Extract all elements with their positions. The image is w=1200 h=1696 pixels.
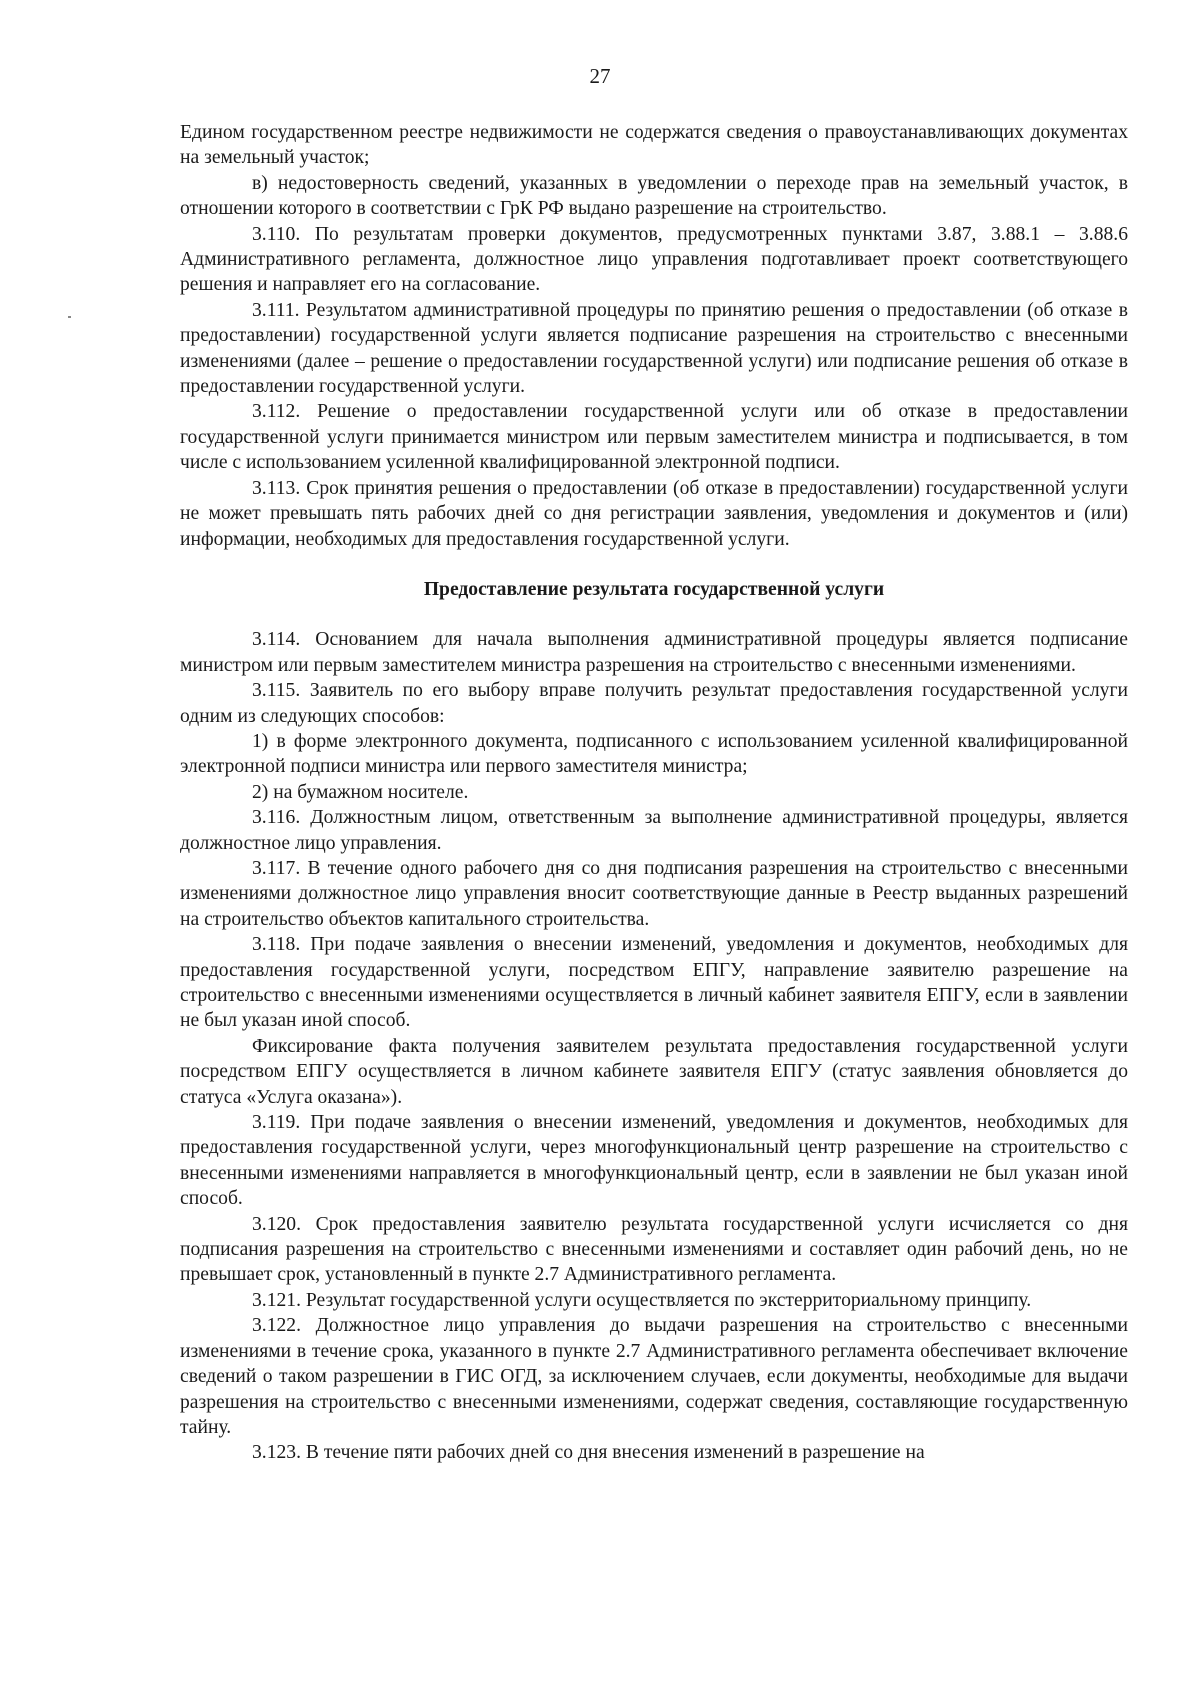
paragraph: 1) в форме электронного документа, подписанного с использованием усиленной квалифицированной электронной подписи министра или первого заместителя министра; (180, 730, 1128, 778)
paragraph: 3.113. Срок принятия решения о предоставлении (об отказе в предоставлении) государственной услуги не может превышать пять рабочих дней со дня регистрации заявления, уведомления и документов и (или) информации, необходимых для предоставления государственной услуги. (180, 477, 1128, 550)
paragraph: 3.116. Должностным лицом, ответственным за выполнение административной процедуры, является должностное лицо управления. (180, 807, 1128, 854)
paragraph: Едином государственном реестре недвижимости не содержатся сведения о правоустанавливающих документах на земельный участок; (180, 122, 1128, 169)
paragraph: 3.111. Результатом административной процедуры по принятию решения о предоставлении (об отказе в предоставлении) государственной услуги является подписание разрешения на строительство с внесенными изменениями (далее – решение о предоставлении государственной услуги) или подписание решения об отказе в предоставлении государственной услуги. (180, 299, 1128, 398)
paragraph: 3.122. Должностное лицо управления до выдачи разрешения на строительство с внесенными изменениями в течение срока, указанного в пункте 2.7 Административного регламента обеспечивает включение сведений о таком разрешении в ГИС ОГД, за исключением случаев, если документы, необходимые для выдачи разрешения на строительство с внесенными изменениями, содержат сведения, составляющие государственную тайну. (180, 1315, 1128, 1438)
paragraph: 3.121. Результат государственной услуги осуществляется по экстерриториальному принципу. (252, 1289, 1032, 1311)
paragraph: 3.115. Заявитель по его выбору вправе получить результат предоставления государственной услуги одним из следующих способов: (180, 680, 1128, 727)
paragraph: 3.119. При подаче заявления о внесении изменений, уведомления и документов, необходимых для предоставления государственной услуги, через многофункциональный центр разрешение на строительство с внесенными изменениями направляется в многофункциональный центр, если в заявлении не был указан иной способ. (180, 1112, 1128, 1210)
margin-mark (68, 316, 71, 318)
paragraph: 3.123. В течение пяти рабочих дней со дня внесения изменений в разрешение на (252, 1442, 925, 1464)
paragraph: Фиксирование факта получения заявителем результата предоставления государственной услуги посредством ЕПГУ осуществляется в личном кабинете заявителя ЕПГУ (статус заявления обновляется до статуса «Услуга оказана»). (180, 1035, 1128, 1108)
document-body (180, 120, 1128, 1466)
paragraphs-before-heading (180, 120, 1128, 552)
paragraph: 3.120. Срок предоставления заявителю результата государственной услуги исчисляется со дня подписания разрешения на строительство с внесенными изменениями и составляет один рабочий день, но не превышает срок, установленный в пункте 2.7 Административного регламента. (180, 1213, 1128, 1286)
paragraph: 3.118. При подаче заявления о внесении изменений, уведомления и документов, необходимых для предоставления государственной услуги, посредством ЕПГУ, направление заявителю разрешение на строительство с внесенными изменениями осуществляется в личный кабинет заявителя ЕПГУ, если в заявлении не был указан иной способ. (180, 934, 1128, 1032)
page-number: 27 (589, 64, 611, 88)
section-heading: Предоставление результата государственной услуги (423, 578, 885, 600)
paragraphs-after-heading (180, 627, 1128, 1465)
paragraph: 3.110. По результатам проверки документов, предусмотренных пунктами 3.87, 3.88.1 – 3.88.6 Административного регламента, должностное лицо управления подготавливает проект соответствующего решения и направляет его на согласование. (180, 223, 1128, 296)
paragraph: 3.114. Основанием для начала выполнения административной процедуры является подписание министром или первым заместителем министра разрешения на строительство с внесенными изменениями. (180, 629, 1128, 676)
paragraph: в) недостоверность сведений, указанных в уведомлении о переходе прав на земельный участок, в отношении которого в соответствии с ГрК РФ выдано разрешение на строительство. (180, 172, 1128, 220)
paragraph: 3.112. Решение о предоставлении государственной услуги или об отказе в предоставлении государственной услуги принимается министром или первым заместителем министра и подписывается, в том числе с использованием усиленной квалифицированной электронной подписи. (180, 401, 1128, 474)
paragraph: 3.117. В течение одного рабочего дня со дня подписания разрешения на строительство с внесенными изменениями должностное лицо управления вносит соответствующие данные в Реестр выданных разрешений на строительство объектов капитального строительства. (180, 857, 1128, 930)
paragraph: 2) на бумажном носителе. (252, 781, 469, 803)
